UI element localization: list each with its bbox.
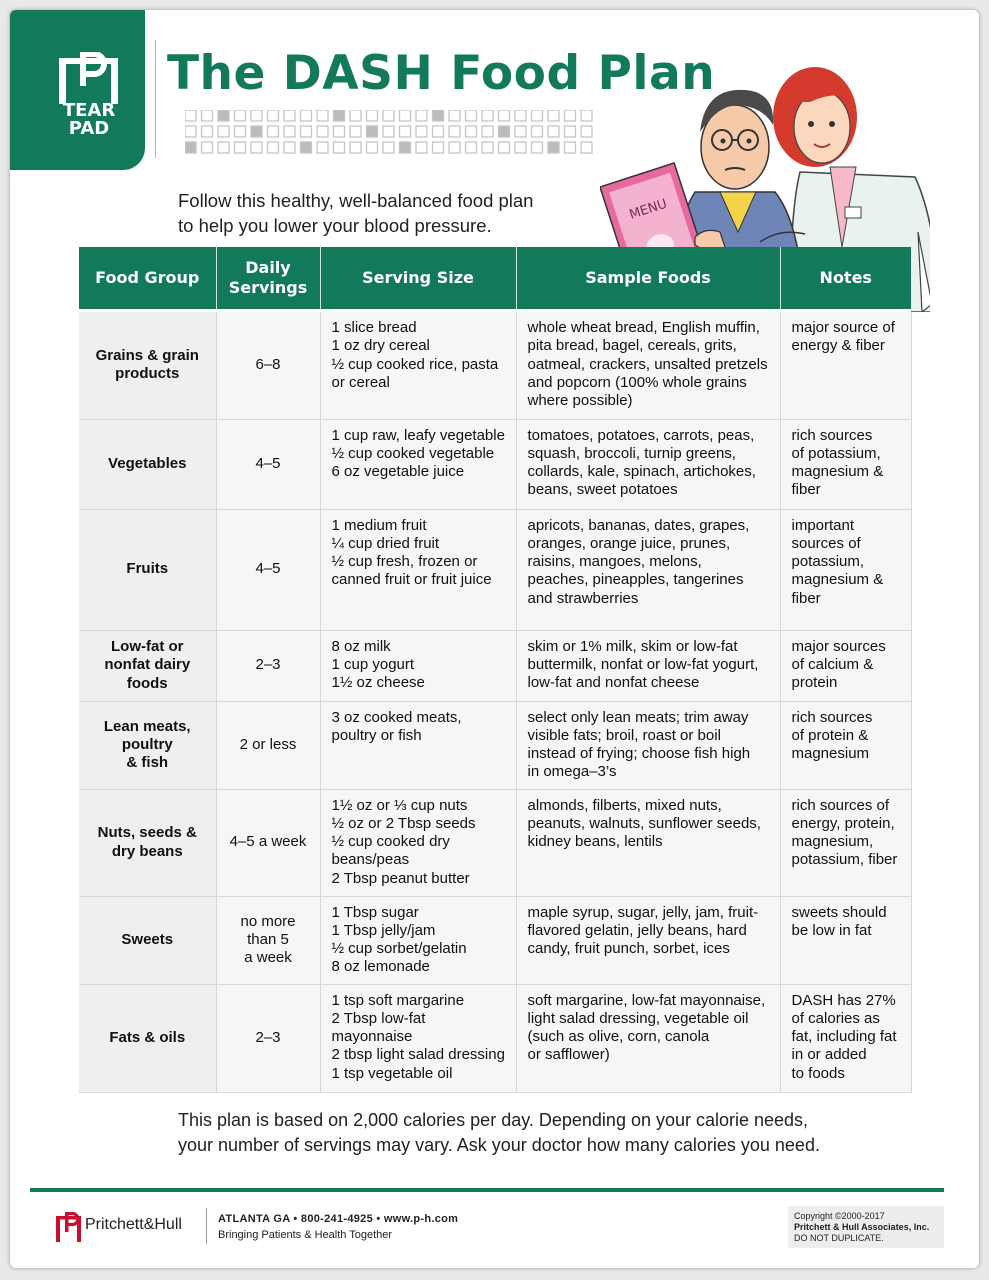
cell-line: low-fat and nonfat cheese: [527, 674, 700, 692]
cell-line: ½ oz or 2 Tbsp seeds: [331, 814, 476, 832]
cell-line: 1 cup raw, leafy vegetable: [331, 426, 505, 444]
cell-line: 4–5: [255, 560, 281, 578]
cell-sample-foods: [516, 984, 780, 1092]
cell-line: light salad dressing, vegetable oil: [527, 1009, 749, 1027]
cell-line: energy & fiber: [791, 337, 885, 355]
table-row: [79, 630, 911, 701]
dot-grid-square: [301, 126, 312, 137]
cell-line: Grains & grain: [95, 346, 199, 364]
cell-line: Sweets: [121, 930, 174, 948]
cell-line: than 5: [247, 930, 289, 948]
cell-line: potassium,: [791, 553, 865, 571]
cell-line: mayonnaise: [331, 1028, 413, 1046]
dot-grid-square: [284, 142, 295, 153]
dot-grid-square: [433, 110, 444, 121]
dot-grid-square: [268, 110, 279, 121]
cell-line: of calories as: [791, 1009, 880, 1027]
contact-info: [218, 1211, 458, 1243]
dot-grid-square: [235, 142, 246, 153]
cell-line: foods: [126, 674, 168, 692]
page-title: The DASH Food Plan: [167, 46, 716, 101]
cell-line: peaches, pineapples, tangerines: [527, 571, 744, 589]
cell-food-group: [79, 984, 216, 1092]
copyright-box: [788, 1206, 944, 1248]
cell-line: rich sources: [791, 426, 873, 444]
dot-grid-square: [284, 110, 295, 121]
dot-grid-square: [449, 126, 460, 137]
cell-line: ½ cup cooked dry: [331, 833, 450, 851]
cell-line: a week: [244, 949, 292, 967]
dot-grid-square: [251, 110, 262, 121]
cell-line: skim or 1% milk, skim or low-fat: [527, 637, 738, 655]
table-row: [79, 789, 911, 896]
table-row: [79, 701, 911, 789]
cell-line: poultry: [121, 735, 173, 753]
cell-notes: [780, 984, 911, 1092]
dot-grid-square: [515, 142, 526, 153]
copyright-line: Copyright ©2000-2017: [794, 1211, 885, 1221]
cell-line: oranges, orange juice, prunes,: [527, 534, 731, 552]
intro-line: Follow this healthy, well-balanced food plan: [178, 190, 534, 211]
cell-daily-servings: [216, 789, 320, 896]
cell-line: 2–3: [255, 1028, 281, 1046]
dash-food-table: [79, 247, 912, 1093]
header-sample-foods: Sample Foods: [516, 247, 780, 309]
cell-line: 8 oz lemonade: [331, 958, 430, 976]
dot-grid-square: [482, 110, 493, 121]
cell-notes: [780, 312, 911, 419]
dot-grid-square: [416, 110, 427, 121]
cell-line: pita bread, bagel, cereals, grits,: [527, 337, 737, 355]
dot-grid-square: [416, 126, 427, 137]
dot-grid-square: [367, 142, 378, 153]
dot-grid-square: [317, 110, 328, 121]
cell-line: 2 tbsp light salad dressing: [331, 1046, 505, 1064]
menu-label: MENU: [627, 196, 670, 223]
cell-line: almonds, filberts, mixed nuts,: [527, 796, 722, 814]
cell-line: squash, broccoli, turnip greens,: [527, 444, 736, 462]
dot-grid-square: [334, 110, 345, 121]
cell-line: of calcium &: [791, 655, 874, 673]
cell-serving-size: [320, 789, 516, 896]
cell-line: Fats & oils: [109, 1028, 186, 1046]
cell-line: 1 oz dry cereal: [331, 337, 430, 355]
header-daily-servings-line: Servings: [228, 278, 308, 297]
cell-serving-size: [320, 701, 516, 789]
table-row: [79, 509, 911, 630]
dot-grid-square: [235, 110, 246, 121]
dot-grid-square: [548, 126, 559, 137]
cell-notes: [780, 630, 911, 701]
cell-line: products: [115, 365, 180, 383]
cell-line: 1 Tbsp jelly/jam: [331, 921, 436, 939]
dot-grid-square: [235, 126, 246, 137]
dot-grid-square: [565, 126, 576, 137]
header-food-group: Food Group: [79, 247, 216, 309]
cell-food-group: [79, 312, 216, 419]
dot-grid-square: [202, 126, 213, 137]
cell-line: Nuts, seeds &: [97, 824, 197, 842]
cell-notes: [780, 701, 911, 789]
cell-food-group: [79, 896, 216, 984]
dot-grid-square: [449, 110, 460, 121]
cell-notes: [780, 789, 911, 896]
tagline: Bringing Patients & Health Together: [218, 1229, 393, 1241]
cell-line: buttermilk, nonfat or low-fat yogurt,: [527, 655, 759, 673]
cell-line: of protein &: [791, 726, 869, 744]
dot-grid-square: [532, 110, 543, 121]
cell-line: 6 oz vegetable juice: [331, 463, 465, 481]
dot-grid-square: [367, 126, 378, 137]
logo-text-tear: TEAR: [62, 100, 116, 121]
cell-line: beans/peas: [331, 851, 410, 869]
copyright-line: Pritchett & Hull Associates, Inc.: [794, 1222, 930, 1232]
cell-line: no more: [240, 912, 296, 930]
tear-pad-sheet: [10, 10, 979, 1268]
cell-line: ½ cup fresh, frozen or: [331, 553, 478, 571]
cell-line: 1½ oz or ⅓ cup nuts: [331, 796, 468, 814]
dot-grid-square: [499, 110, 510, 121]
cell-daily-servings: [216, 701, 320, 789]
cell-line: where possible): [527, 392, 633, 410]
dot-grid-square: [317, 126, 328, 137]
cell-line: of potassium,: [791, 444, 881, 462]
dot-grid-square: [449, 142, 460, 153]
cell-line: sweets should: [791, 903, 887, 921]
dot-grid-square: [218, 142, 229, 153]
cell-line: canned fruit or fruit juice: [331, 571, 492, 589]
cell-line: 1 Tbsp sugar: [331, 903, 419, 921]
company-name: Pritchett&Hull: [85, 1216, 182, 1233]
dot-grid-square: [433, 126, 444, 137]
cell-line: 2 Tbsp peanut butter: [331, 869, 470, 887]
dot-grid-square: [334, 126, 345, 137]
cell-line: fiber: [791, 481, 821, 499]
cell-line: fat, including fat: [791, 1028, 897, 1046]
cell-serving-size: [320, 984, 516, 1092]
cell-line: beans, sweet potatoes: [527, 481, 678, 499]
cell-line: oatmeal, crackers, unsalted pretzels: [527, 355, 768, 373]
dot-grid-square: [548, 142, 559, 153]
cell-serving-size: [320, 630, 516, 701]
contact-line: ATLANTA GA • 800-241-4925 • www.p-h.com: [218, 1213, 459, 1225]
dot-grid-square: [350, 110, 361, 121]
cell-line: collards, kale, spinach, artichokes,: [527, 463, 756, 481]
cell-line: 2 or less: [239, 735, 297, 753]
cell-food-group: [79, 509, 216, 630]
cell-line: nonfat dairy: [104, 656, 191, 674]
cell-line: 4–5 a week: [229, 833, 307, 851]
dot-grid-square: [565, 110, 576, 121]
cell-line: whole wheat bread, English muffin,: [527, 319, 760, 336]
dot-grid-square: [185, 126, 196, 137]
cell-line: rich sources: [791, 708, 873, 726]
cell-sample-foods: [516, 509, 780, 630]
cell-line: and popcorn (100% whole grains: [527, 373, 747, 391]
cell-line: instead of frying; choose fish high: [527, 745, 751, 763]
name-badge-icon: [845, 207, 861, 218]
cell-food-group: [79, 701, 216, 789]
cell-line: (such as olive, corn, canola: [527, 1028, 710, 1046]
dot-grid-square: [400, 126, 411, 137]
cell-line: magnesium: [791, 745, 870, 763]
cell-line: or cereal: [331, 373, 390, 391]
dot-grid-square: [433, 142, 444, 153]
cell-serving-size: [320, 896, 516, 984]
dot-grid-square: [466, 142, 477, 153]
cell-line: peanuts, walnuts, sunflower seeds,: [527, 814, 761, 832]
dot-grid-square: [185, 110, 196, 121]
table-row: [79, 896, 911, 984]
cell-line: 1½ oz cheese: [331, 674, 425, 692]
header-daily-servings: [216, 247, 320, 309]
dot-grid-square: [416, 142, 427, 153]
copyright-line: DO NOT DUPLICATE.: [794, 1233, 884, 1243]
table-body: [79, 312, 911, 1092]
cell-line: rich sources of: [791, 796, 890, 814]
cell-line: soft margarine, low-fat mayonnaise,: [527, 991, 766, 1009]
cell-line: 2 Tbsp low-fat: [331, 1009, 426, 1027]
cell-food-group: [79, 630, 216, 701]
cell-line: protein: [791, 674, 838, 692]
cell-line: 1 tsp vegetable oil: [331, 1064, 453, 1082]
cell-line: 4–5: [255, 454, 281, 472]
dot-grid-square: [251, 126, 262, 137]
dot-grid-square: [350, 126, 361, 137]
dot-grid-square: [268, 142, 279, 153]
dot-grid-square: [499, 142, 510, 153]
dot-grid-square: [383, 110, 394, 121]
cell-line: major sources: [791, 637, 886, 655]
cell-notes: [780, 509, 911, 630]
cell-sample-foods: [516, 701, 780, 789]
cell-line: raisins, mangoes, melons,: [527, 553, 702, 571]
dot-grid-square: [515, 126, 526, 137]
cell-line: 1 tsp soft margarine: [331, 991, 465, 1009]
dot-grid-square: [301, 142, 312, 153]
cell-line: tomatoes, potatoes, carrots, peas,: [527, 426, 755, 444]
cell-sample-foods: [516, 789, 780, 896]
calorie-footnote: [178, 1108, 820, 1158]
intro-line: to help you lower your blood pressure.: [178, 215, 492, 236]
cell-notes: [780, 896, 911, 984]
cell-line: magnesium,: [791, 833, 874, 851]
cell-line: DASH has 27%: [791, 991, 896, 1009]
dot-grid-square: [251, 142, 262, 153]
dot-grid-square: [284, 126, 295, 137]
header-notes: Notes: [780, 247, 911, 309]
cell-line: fiber: [791, 589, 821, 607]
cell-line: candy, fruit punch, sorbet, ices: [527, 940, 730, 958]
cell-line: ½ cup cooked rice, pasta: [331, 355, 499, 373]
cell-line: potassium, fiber: [791, 851, 898, 869]
dot-grid-square: [301, 110, 312, 121]
cell-daily-servings: [216, 896, 320, 984]
cell-sample-foods: [516, 630, 780, 701]
table-row: [79, 312, 911, 419]
dot-grid-square: [400, 142, 411, 153]
header-serving-size: Serving Size: [320, 247, 516, 309]
cell-line: sources of: [791, 534, 861, 552]
cell-line: to foods: [791, 1064, 845, 1082]
dot-grid-square: [548, 110, 559, 121]
table-row: [79, 984, 911, 1092]
cell-sample-foods: [516, 312, 780, 419]
cell-notes: [780, 419, 911, 509]
cell-line: Fruits: [126, 560, 169, 578]
cell-line: or safflower): [527, 1046, 610, 1064]
dot-grid-square: [565, 142, 576, 153]
dot-grid-square: [532, 142, 543, 153]
ph-monogram-icon: [55, 52, 123, 104]
footnote-line: This plan is based on 2,000 calories per day. Depending on your calorie needs,: [178, 1110, 809, 1130]
header-daily-servings-line: Daily: [245, 258, 291, 277]
cell-line: ¼ cup dried fruit: [331, 534, 440, 552]
dot-grid-square: [581, 110, 592, 121]
cell-line: 1 slice bread: [331, 319, 417, 336]
cell-daily-servings: [216, 630, 320, 701]
dot-grid-square: [400, 110, 411, 121]
dot-grid-square: [218, 110, 229, 121]
intro-text: [178, 188, 533, 238]
dot-grid-square: [466, 110, 477, 121]
decorative-dot-grid: [185, 110, 605, 160]
cell-line: 2–3: [255, 656, 281, 674]
cell-line: Lean meats,: [103, 717, 191, 735]
dot-grid-square: [482, 126, 493, 137]
dot-grid-square: [482, 142, 493, 153]
cell-line: and strawberries: [527, 589, 639, 607]
footnote-line: your number of servings may vary. Ask your doctor how many calories you need.: [178, 1135, 820, 1155]
footer-rule: [30, 1188, 944, 1192]
cell-line: be low in fat: [791, 921, 872, 939]
cell-sample-foods: [516, 419, 780, 509]
cell-food-group: [79, 789, 216, 896]
cell-line: energy, protein,: [791, 814, 895, 832]
cell-line: Low-fat or: [111, 638, 184, 656]
cell-line: ½ cup cooked vegetable: [331, 444, 495, 462]
cell-line: 8 oz milk: [331, 637, 391, 655]
dot-grid-square: [367, 110, 378, 121]
cell-line: apricots, bananas, dates, grapes,: [527, 516, 750, 534]
cell-line: important: [791, 516, 855, 534]
dot-grid-square: [334, 142, 345, 153]
cell-line: select only lean meats; trim away: [527, 708, 749, 726]
table-header-row: [79, 247, 911, 309]
cell-daily-servings: [216, 509, 320, 630]
dot-grid-square: [499, 126, 510, 137]
cell-daily-servings: [216, 419, 320, 509]
table-row: [79, 419, 911, 509]
dot-grid-square: [581, 142, 592, 153]
cell-line: kidney beans, lentils: [527, 833, 663, 851]
header-divider: [155, 40, 156, 158]
cell-line: 1 medium fruit: [331, 516, 427, 534]
cell-line: 6–8: [255, 356, 281, 374]
cell-food-group: [79, 419, 216, 509]
logo-text-pad: PAD: [68, 118, 110, 139]
dot-grid-square: [202, 142, 213, 153]
cell-daily-servings: [216, 312, 320, 419]
cell-line: maple syrup, sugar, jelly, jam, fruit-: [527, 903, 759, 921]
dot-grid-square: [515, 110, 526, 121]
cell-line: in or added: [791, 1046, 867, 1064]
dot-grid-square: [185, 142, 196, 153]
dot-grid-square: [383, 126, 394, 137]
cell-line: 3 oz cooked meats,: [331, 708, 462, 726]
pritchett-hull-logo-icon: [55, 1212, 83, 1242]
cell-serving-size: [320, 312, 516, 419]
dot-grid-square: [350, 142, 361, 153]
dot-grid-square: [268, 126, 279, 137]
dot-grid-square: [317, 142, 328, 153]
dot-grid-square: [532, 126, 543, 137]
dot-grid-square: [218, 126, 229, 137]
cell-line: in omega–3’s: [527, 763, 617, 781]
dot-grid-square: [383, 142, 394, 153]
cell-line: 1 cup yogurt: [331, 655, 415, 673]
cell-line: flavored gelatin, jelly beans, hard: [527, 921, 747, 939]
dot-grid-square: [581, 126, 592, 137]
cell-serving-size: [320, 509, 516, 630]
tear-pad-logo: [10, 10, 145, 170]
cell-sample-foods: [516, 896, 780, 984]
cell-line: major source of: [791, 319, 895, 336]
footer-divider: [206, 1208, 207, 1244]
cell-line: ½ cup sorbet/gelatin: [331, 940, 467, 958]
cell-line: & fish: [126, 754, 169, 772]
cell-line: magnesium &: [791, 463, 884, 481]
dot-grid-square: [202, 110, 213, 121]
cell-line: visible fats; broil, roast or boil: [527, 726, 721, 744]
dot-grid-square: [466, 126, 477, 137]
cell-line: magnesium &: [791, 571, 884, 589]
cell-line: dry beans: [111, 842, 183, 860]
cell-daily-servings: [216, 984, 320, 1092]
cell-line: poultry or fish: [331, 726, 422, 744]
cell-serving-size: [320, 419, 516, 509]
cell-line: Vegetables: [108, 454, 187, 472]
